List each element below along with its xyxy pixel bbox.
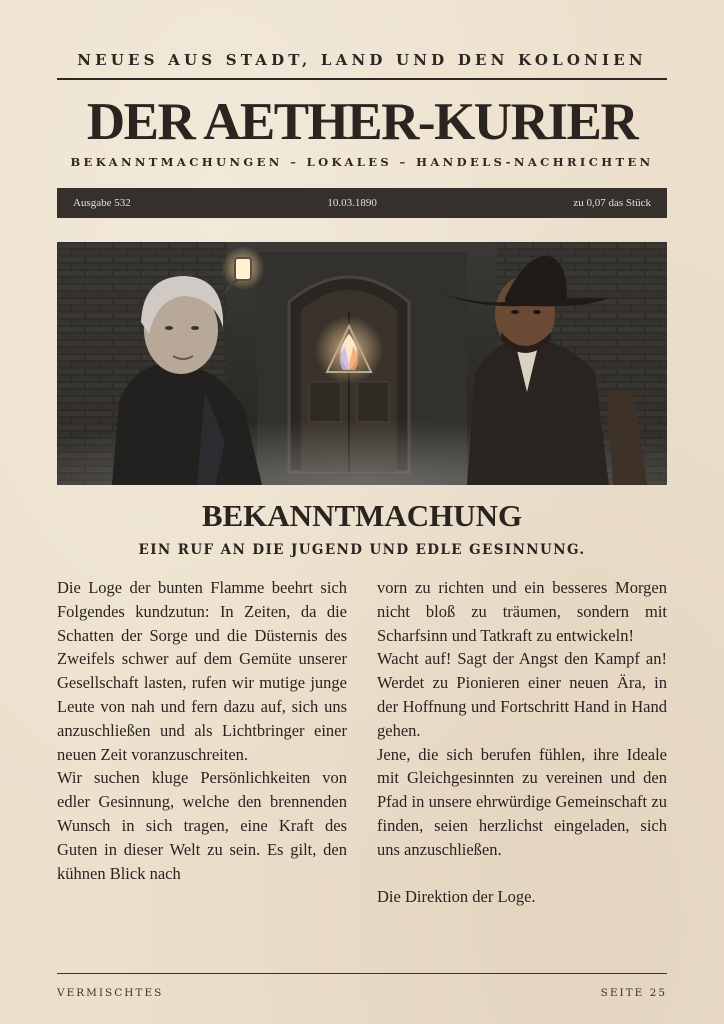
issue-date: 10.03.1890: [327, 197, 377, 209]
issue-price: zu 0,07 das Stück: [573, 197, 651, 209]
article-subheadline: EIN RUF AN DIE JUGEND UND EDLE GESINNUNG.: [138, 542, 586, 558]
article-column-right: [377, 576, 667, 909]
paragraph: Die Loge der bunten Flamme beehrt sich Folgendes kundzutun: In Zeiten, da die Schatten der Sorge und die Düsternis des Zweifels schwer auf dem Gemüte unserer Gesellschaft lasten, rufen wir mutige junge Leute von nah und fern dazu auf, sich uns anzuschließen und als Lichtbringer einer neuen Zeit voranzuschreiten.: [57, 578, 347, 764]
article-body: [57, 576, 667, 909]
page-number: SEITE 25: [600, 987, 667, 999]
issue-info-bar: [57, 188, 667, 218]
article-headline: BEKANNTMACHUNG: [201, 498, 523, 533]
paragraph: vorn zu richten und ein besseres Morgen nicht bloß zu träumen, sondern mit Scharfsinn und Tatkraft zu entwickeln!: [377, 578, 667, 645]
section-list: BEKANNTMACHUNGEN – LOKALES – HANDELS-NACHRICHTEN: [70, 155, 654, 169]
paragraph: Wir suchen kluge Persönlichkeiten von edler Gesinnung, welche den brennenden Wunsch in sich tragen, eine Kraft des Guten in dieser Welt zu sein. Es gilt, den kühnen Blick nach: [57, 768, 347, 883]
paragraph: Jene, die sich berufen fühlen, ihre Ideale mit Gleichgesinnten zu vereinen und den Pfad in unsere ehrwürdige Gemeinschaft zu finden, seien herzlichst eingeladen, sich uns anzuschließen.: [377, 744, 667, 859]
top-rule: [57, 78, 667, 80]
newspaper-title: DER AETHER-KURIER: [86, 93, 638, 151]
issue-number: Ausgabe 532: [73, 197, 131, 209]
page-footer: [57, 987, 667, 999]
paragraph: Wacht auf! Sagt der Angst den Kampf an! Werdet zu Pionieren einer neuen Ära, in der Hoffnung und Fortschritt Hand in Hand gehen.: [377, 649, 667, 740]
article-column-left: [57, 576, 347, 909]
footer-section: VERMISCHTES: [57, 987, 164, 999]
signature: Die Direktion der Loge.: [377, 887, 536, 907]
tagline: NEUES AUS STADT, LAND UND DEN KOLONIEN: [77, 51, 647, 69]
hero-illustration: [57, 242, 667, 485]
bottom-rule: [57, 973, 667, 974]
